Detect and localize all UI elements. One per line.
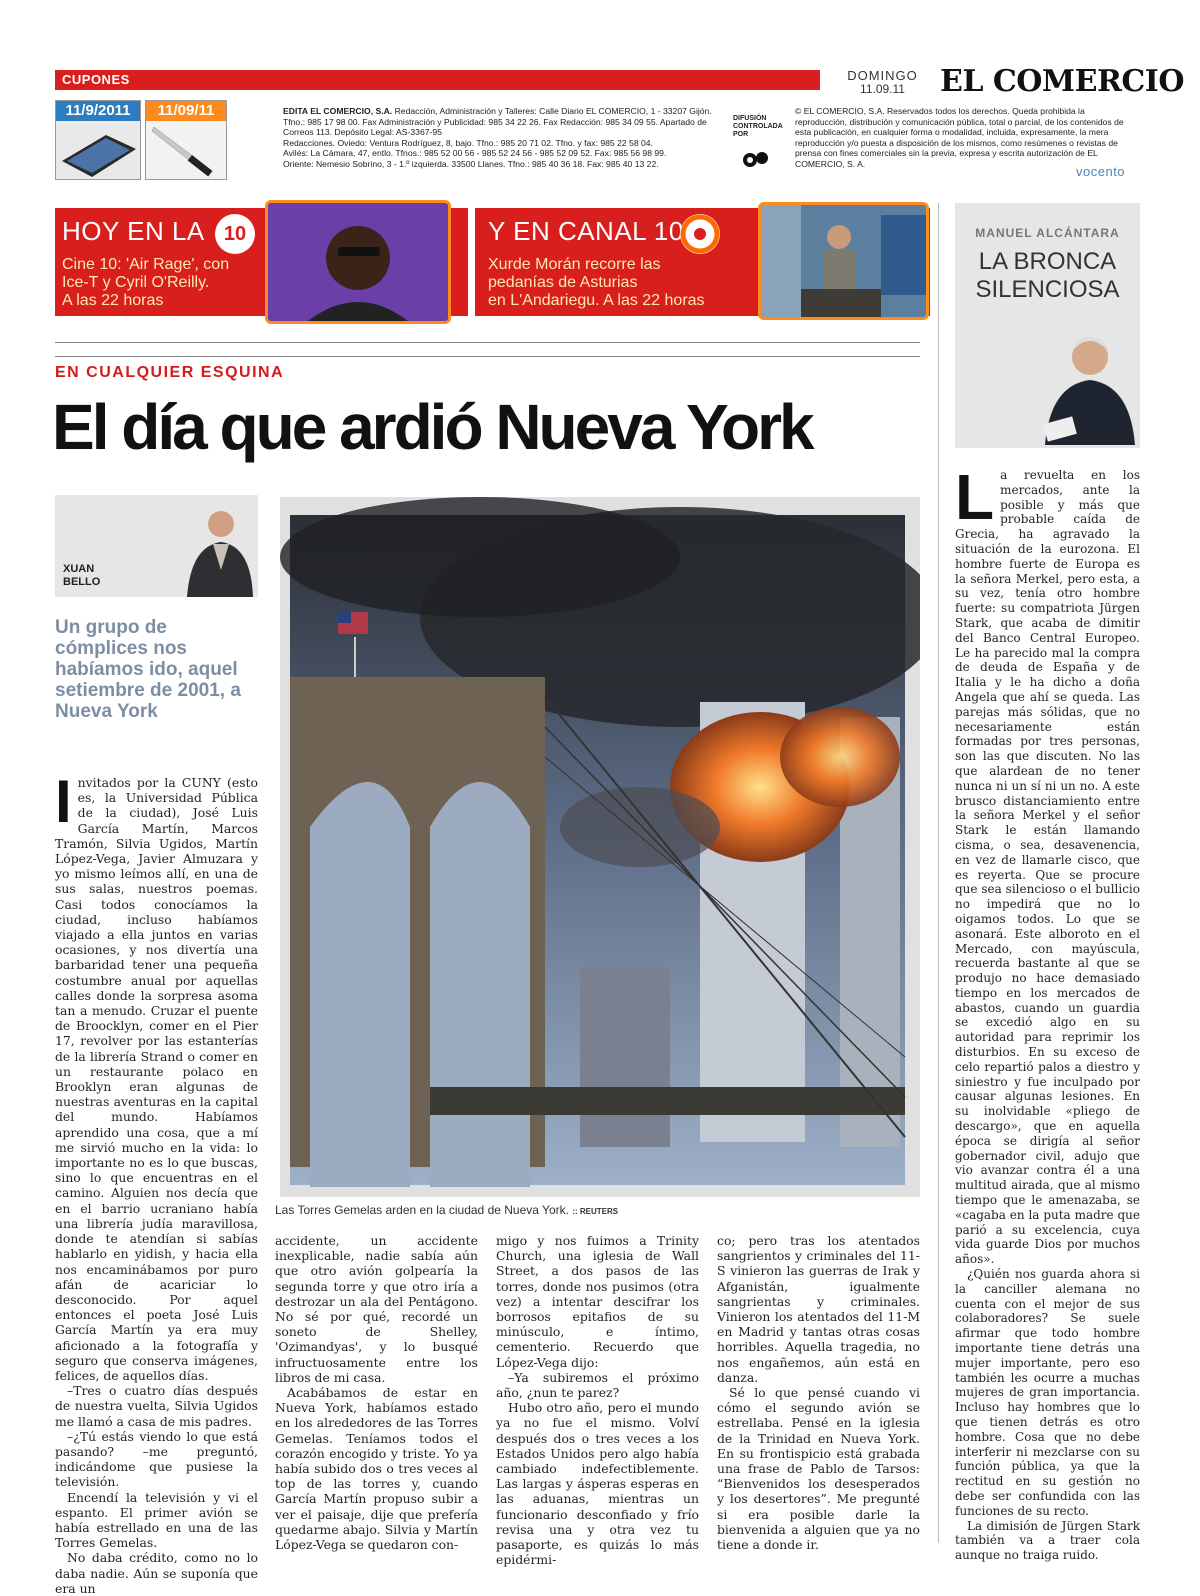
tablet-icon [56,121,140,179]
caption-credit: :: REUTERS [572,1207,619,1216]
paragraph: Acabábamos de estar en Nueva York, habíamos estado en los alrededores de las Torres Gemelas. Teníamos todos el corazón encogido y triste. Yo ya había subido dos o tres veces al top de las torres y, cuando García Martín propuso subir a ver el paisaje, dije que prefería quedarme abajo. Silvia y Martín López-Vega se quedaron con- [275,1385,478,1553]
promo-text: Cine 10: 'Air Rage', con Ice-T y Cyril O'Reilly. A las 22 horas [62,256,230,309]
knife-icon [146,121,226,179]
promo-canal10[interactable] [475,208,930,316]
vocento-logo: vocento [1076,164,1126,179]
paragraph: –Tres o cuatro días después de nuestra vuelta, Silvia Ugidos me llamó a casa de mis padres. [55,1383,258,1429]
issue-date: 11.09.11 [860,82,905,96]
coupon-date: 11/09/11 [146,101,226,121]
photo-caption [275,1203,618,1217]
author-photo-icon [185,500,255,597]
imprint-address: Redacción, Administración y Talleres: Calle Diario EL COMERCIO, 1 - 33207 Gijón. Tfno.: 985 17 98 00. Fax Administración y Publicidad: 985 34 22 26. Fax Redacción: 985 34 09 55. Apartado de Correos 113. Depósito Legal: AS-3367-95 [283,106,712,138]
column-author: MANUEL ALCÁNTARA [975,226,1120,240]
ojd-logo-icon [740,148,772,170]
la10-badge: 10 [215,214,255,254]
paragraph: nvitados por la CUNY (esto es, la Universidad Pública de la ciudad), José Luis García Martín, Marcos Tramón, Silvia Ugidos, Martín López-Vega, Javier Almuzara y yo mismo leímos allí, en una de sus salas, nuestros poemas. Casi todos conocíamos la ciudad, incluso habíamos viajado a ella juntos en varias ocasiones, y nos divertía una barbaridad tener una pequeña costumbre anual por aquellas calles donde la sorpresa asoma tan a menudo. Cruzar el puente de Broocklyn, comer en el Pier 17, revolver por las estanterías de la librería Strand o comer en un restaurante polaco en Brooklyn eran algunas de nuestras aventuras en la capital del mundo. Habíamos aprendido una cosa, que a mí me sirvió mucho en la vida: lo importante no es lo que buscas, sino lo que encuentras en el camino. Alguien nos decía que en el barrio ucraniano había una librería judía maravillosa, donde te atendían si sabías hablarlo en yidish, y hacia ella nos encaminábamos por puro afán de acariciar lo desconocido. Por aquel entonces el poeta José Luis García Martín ya era muy aficionado a la fotografía y seguro que conserva imágenes, felices, de aquellos días. [55,775,258,1383]
coupon-tablet[interactable] [55,100,141,180]
paragraph: co; pero tras los atentados sangrientos y criminales del 11-S vinieron las guerras de Irak y Afganistán, igualmente sangrientas y criminales. Vinieron los atentados del 11-M en Madrid y tantas otras cosas horribles. Aquella tragedia, no nos engañemos, aún está en danza. [717,1233,920,1385]
rule-top [55,342,920,343]
day-label: DOMINGO [847,68,918,83]
coupon-knife[interactable] [145,100,227,180]
promo-photo-iceT [265,200,451,324]
column-divider [938,203,939,1543]
paragraph: Sé lo que pensé cuando vi cómo el segundo avión se estrellaba. Pensé en la iglesia de la Trinidad en Nueva York. En su frontispicio está grabada una frase de Pablo de Tarsos: “Bienvenidos los desesperados y los desertores”. Me pregunté si era posible darle la bienvenida a alguien que ya no tiene a donde ir. [717,1385,920,1553]
person-photo-icon [268,203,448,321]
dropcap: I [55,768,72,835]
columnist-photo-icon [1040,325,1135,445]
canal10-logo-icon [680,214,720,254]
article-column-3 [496,1233,699,1567]
column-title: LA BRONCA SILENCIOSA [975,248,1120,303]
burning-towers-photo-icon [280,497,920,1197]
paragraph: accidente, un accidente inexplicable, nadie sabía aún que otro avión golpearía la segunda torre y que otro iría a destrozar un ala del Pentágono. No sé por qué, recordé un soneto de Shelley, 'Ozimandyas', y lo busqué infructuosamente entre los libros de mi casa. [275,1233,478,1385]
person-photo-icon [761,205,926,317]
article-column-1 [55,768,258,1596]
rule-bottom [55,356,920,357]
author-name: XUAN BELLO [63,563,101,588]
article-column-2 [275,1233,478,1552]
paragraph: ¿Quién nos guarda ahora si la canciller alemana no cuenta con el mejor de sus colaboradores? Se suele afirmar que todo hombre importante tiene detrás una mujer importante, pero eso también les ocurre a muchas mujeres de gran importancia. Incluso hay hombres que lo que tienen detrás es otro hombre. Cosa que no debe interferir ni mezclarse con su función pública, ya que la rectitud en su gestión no debe ser confundida con las funciones de su recto. [955,1267,1140,1518]
paragraph: Hubo otro año, pero el mundo ya no fue el mismo. Volví después dos o tres veces a los Estados Unidos pero algo había cambiado indefectiblemente. Las largas y ásperas esperas en las aduanas, mientras un funcionario desconfiado y frío revisa una y otra vez tu pasaporte, es quizás lo más epidérmi- [496,1400,699,1568]
section-bar [55,70,820,90]
paragraph: a revuelta en los mercados, ante la posible y más que probable caída de Grecia, ha agravado la situación de la eurozona. El hombre fuerte de Europa es la señora Merkel, pero esta, a su vez, tenía otro hombre fuerte: su compatriota Jürgen Stark, que acaba de dimitir del Banco Central Europeo. Le ha parecido mal la compra de deuda de España y de Italia y le ha dicho a doña Angela que ahí se queda. Las parejas más sólidas, que no necesariamente están formadas por tres personas, son las que discuten. No las que alardean de no tener nunca ni un sí ni un no. A este brusco distanciamiento entre la señora Merkel y el señor Stark le están llamando cisma, o sea, desavenencia, en vez de llamarle cisco, que es reyerta. Que se procure que sea silencioso o el bullicio no impedirá que no lo oigamos todos. Lo que se asonará. Este alboroto en el Mercado, con mayúscula, recuerda bastante al que se produjo no hace demasiado tiempo en los mercados de abastos, cuando un guardia se excedió algo en su autoridad para reprimir los disturbios. En su exceso de celo repartió palos a diestro y siniestro y fue inculpado por causar algunas lesiones. En su inolvidable «pliego de descargo», que en aquella época se dirigía al señor gobernador civil, adujo que vio avanzar contra él a una multitud airada, que al mismo tiempo que le amenazaba, se «cagaba en la puta madre que parió a su excelencia, cuya vida guarde Dios por muchos años». [955,468,1140,1267]
main-photo [280,497,920,1197]
paragraph: Encendí la televisión y vi el espanto. El primer avión se había estrellado en una de las Torres Gemelas. [55,1489,258,1551]
kicker: EN CUALQUIER ESQUINA [55,364,285,381]
promo-photo-xurde [758,202,929,320]
masthead-logo: EL COMERCIO [940,64,1184,99]
imprint [283,106,723,170]
paragraph: No daba crédito, como no lo daba nadie. Aún se suponía que era un [55,1550,258,1596]
imprint-aviles: Avilés: La Cámara, 47, entlo. Tfnos.: 985 52 00 56 - 985 52 24 56 - 985 52 09 52. Fax: 985 56 98 99. [283,148,667,159]
paragraph: migo y nos fuimos a Trinity Church, una iglesia de Wall Street, a dos pasos de las torres, donde nos pusimos (otra vez) a intentar descifrar los borrosos epitafios de su minúsculo, e íntimo, cementerio. Recuerdo que López-Vega dijo: [496,1233,699,1370]
article-column-4 [717,1233,920,1552]
imprint-redacciones: Redacciones. Oviedo: Ventura Rodríguez, 8, bajo. Tfno.: 985 20 71 02. Tfno. y fax: 985 22 58 04. [283,137,653,148]
promo-title: Y EN CANAL 10 [488,216,684,246]
caption-text: Las Torres Gemelas arden en la ciudad de Nueva York. [275,1203,569,1217]
promo-text: Xurde Morán recorre las pedanías de Asturias en L'Andariegu. A las 22 horas [488,256,705,309]
difusion-label: DIFUSIÓN CONTROLADA POR [733,115,783,138]
imprint-oriente: Oriente: Nemesio Sobrino, 3 - 1.º izquierda. 33500 Llanes. Tfno.: 985 40 36 18. Fax: 985 40 13 22. [283,158,659,169]
imprint-publisher: EDITA EL COMERCIO, S.A. [283,106,393,116]
opinion-text [955,461,1140,1563]
paragraph: La dimisión de Jürgen Stark también va a traer cola aunque no traiga ruido. [955,1518,1140,1563]
promo-title: HOY EN LA [62,216,205,246]
paragraph: –¿Tú estás viendo lo que está pasando? –me preguntó, indicándome que pusiese la televisión. [55,1428,258,1490]
promo-la10[interactable] [55,208,468,316]
paragraph: –Ya subiremos el próximo año, ¿nun te parez? [496,1369,699,1401]
section-label: CUPONES [62,72,130,87]
headline: El día que ardió Nueva York [52,391,812,463]
lead-text: Un grupo de cómplices nos habíamos ido, aquel setiembre de 2001, a Nueva York [55,617,241,722]
copyright-notice: © EL COMERCIO, S.A. Reservados todos los derechos. Queda prohibida la reproducción, distribución y comunicación pública, total o parcial, de los contenidos de esta publicación, en cualquier forma o modalidad, incluida, expresamente, la mera reproducción y/o puesta a disposición de los mismos, como resúmenes o revistas de prensa con fines comerciales sin la previa, expresa y escrita autorización de EL COMERCIO, S. A. [795,106,1124,169]
dropcap: L [955,461,995,533]
coupon-date: 11/9/2011 [56,101,140,121]
